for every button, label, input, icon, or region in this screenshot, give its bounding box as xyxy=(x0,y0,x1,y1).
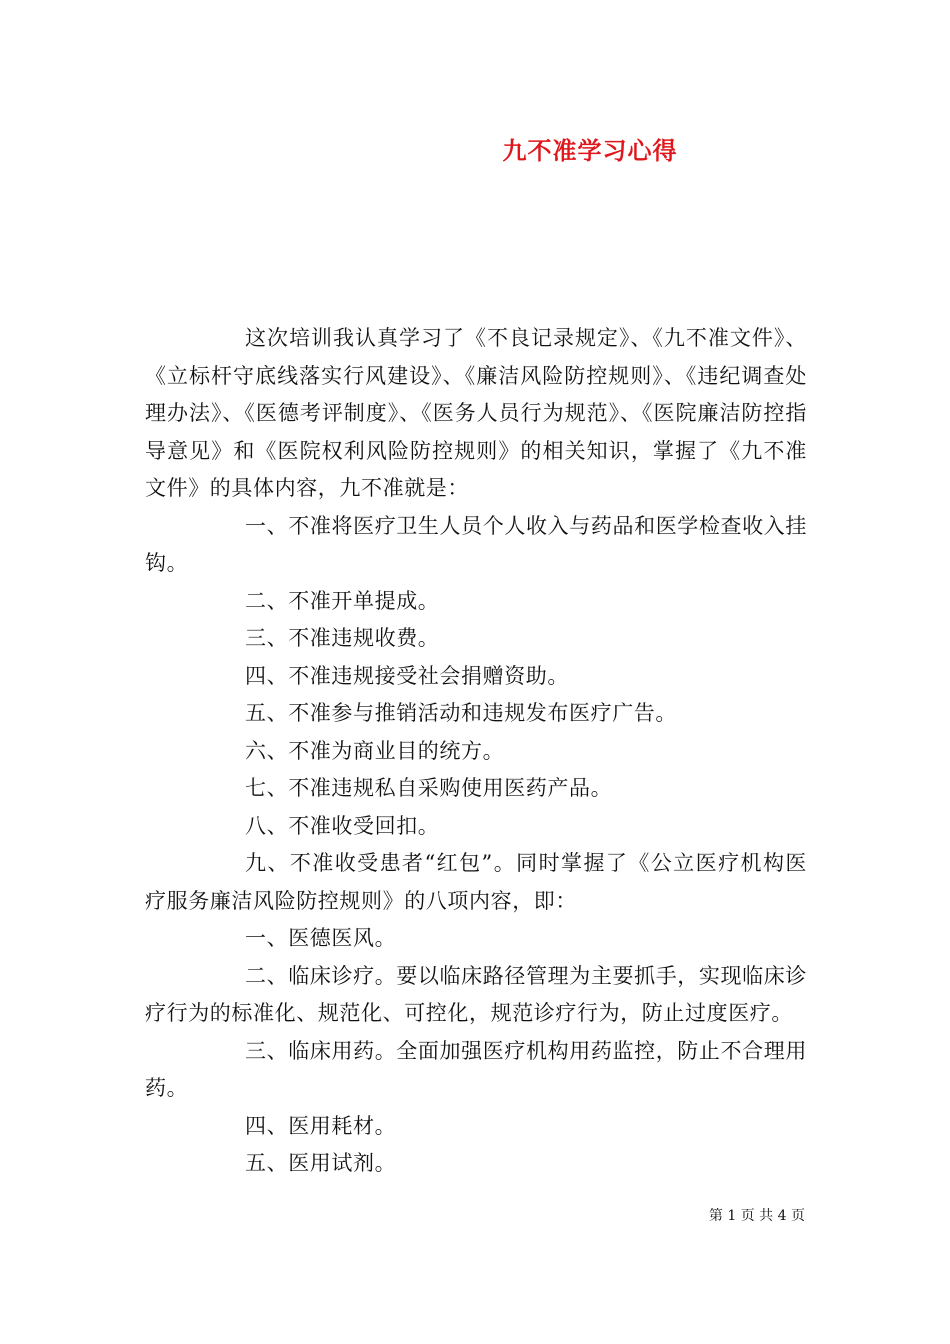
document-body xyxy=(145,320,807,1183)
page-footer: 第 1 页 共 4 页 xyxy=(708,1208,805,1224)
paragraph-item-1: 一、医德医风。 xyxy=(245,926,397,950)
paragraph-rule-4: 四、不准违规接受社会捐赠资助。 xyxy=(245,663,569,688)
paragraph-intro: 这次培训我认真学习了《不良记录规定》、《九不准文件》、《立标杆守底线落实行风建设》、《廉洁风险防控规则》、《违纪调查处理办法》、《医德考评制度》、《医务人员行为规范》、《医院廉洁防控指导意见》和《医院权利风险防控规则》的相关知识，掌握了《九不准文件》的具体内容，九不准就是： xyxy=(145,326,807,500)
paragraph-rule-8: 八、不准收受回扣。 xyxy=(245,813,440,838)
paragraph-item-4: 四、医用耗材。 xyxy=(245,1113,397,1138)
paragraph-item-3: 三、临床用药。全面加强医疗机构用药监控，防止不合理用药。 xyxy=(145,1038,807,1100)
paragraph-item-5: 五、医用试剂。 xyxy=(245,1151,397,1175)
paragraph-rule-7: 七、不准违规私自采购使用医药产品。 xyxy=(245,776,613,800)
paragraph-rule-6: 六、不准为商业目的统方。 xyxy=(245,738,505,763)
paragraph-rule-5: 五、不准参与推销活动和违规发布医疗广告。 xyxy=(245,701,677,725)
paragraph-rule-1: 一、不准将医疗卫生人员个人收入与药品和医学检查收入挂钩。 xyxy=(145,513,807,575)
paragraph-item-2: 二、临床诊疗。要以临床路径管理为主要抓手，实现临床诊疗行为的标准化、规范化、可控化，规范诊疗行为，防止过度医疗。 xyxy=(145,963,807,1025)
document-title: 九不准学习心得 xyxy=(502,136,678,165)
paragraph-rule-9: 九、不准收受患者“红包”。同时掌握了《公立医疗机构医疗服务廉洁风险防控规则》的八项内容，即： xyxy=(145,851,807,913)
paragraph-rule-2: 二、不准开单提成。 xyxy=(245,588,440,613)
paragraph-rule-3: 三、不准违规收费。 xyxy=(245,626,440,650)
